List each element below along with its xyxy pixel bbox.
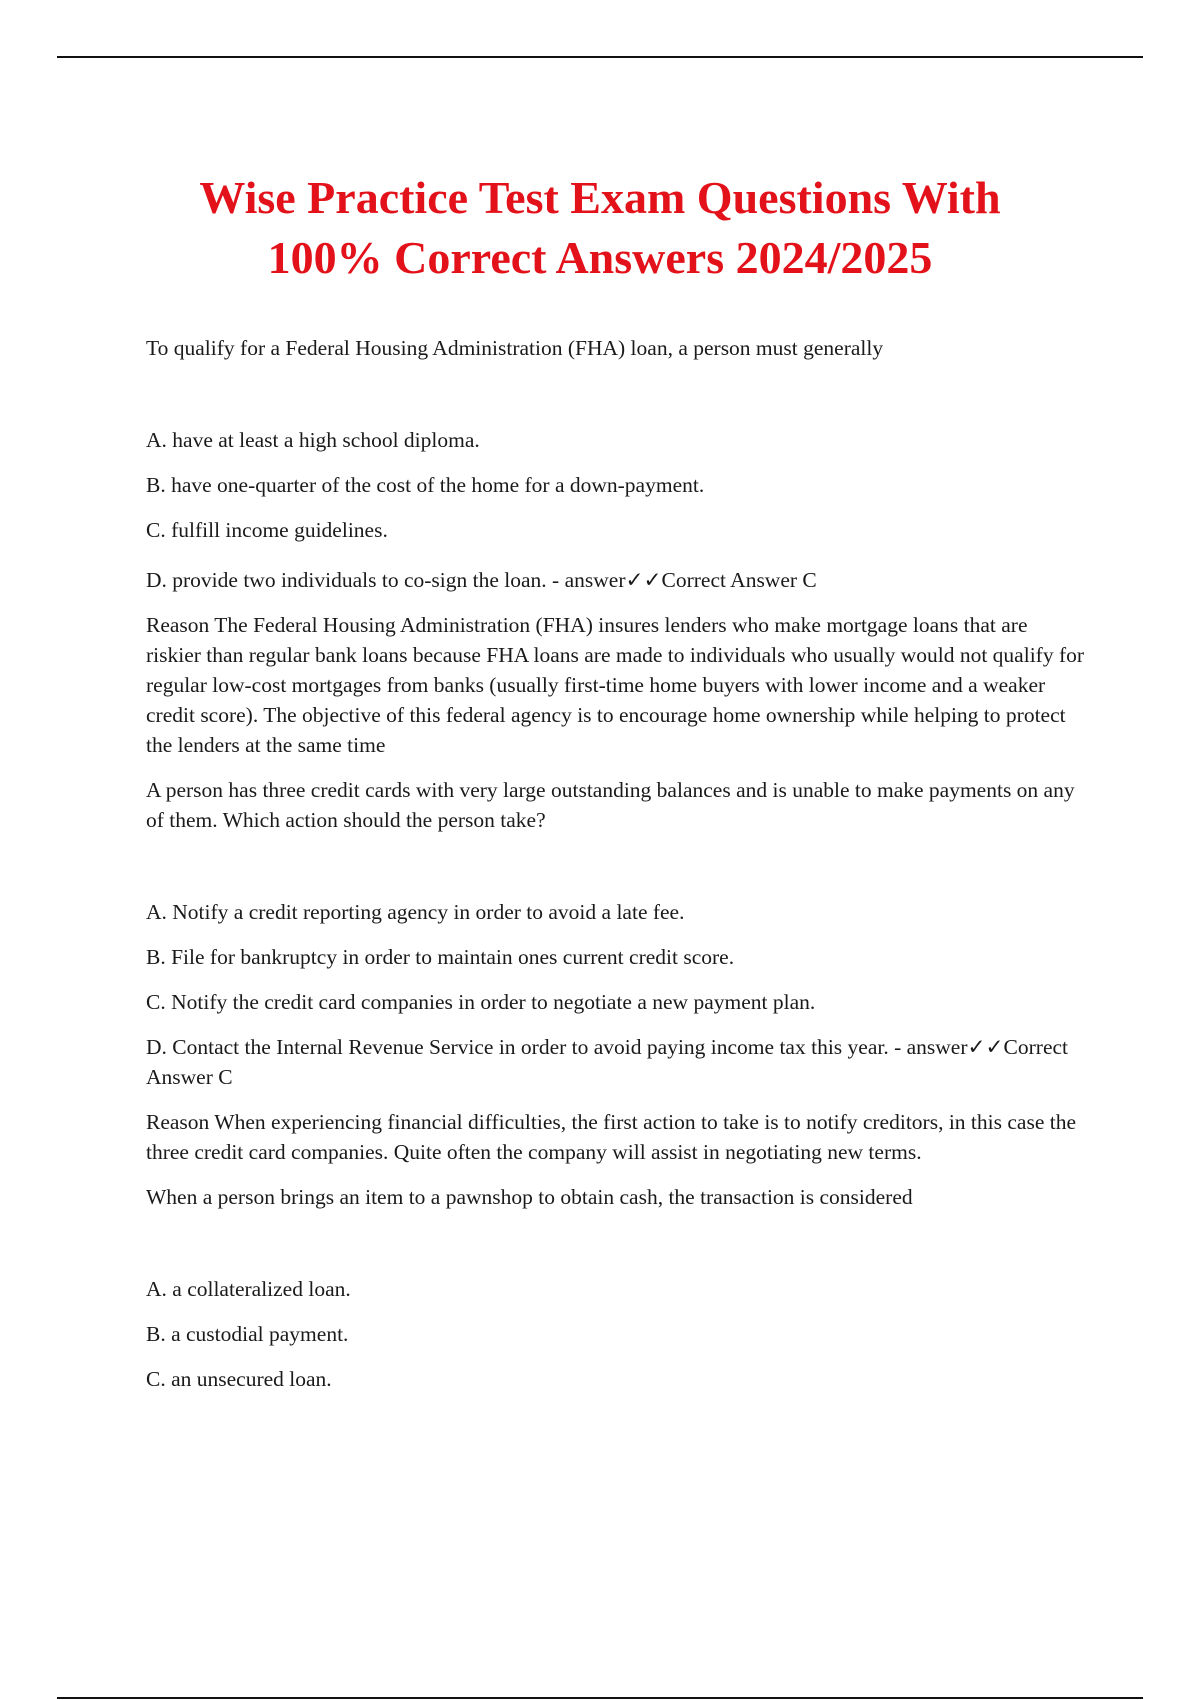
bottom-rule — [57, 1697, 1143, 1699]
question-1-reason: Reason The Federal Housing Administration (FHA) insures lenders who make mortgage loans that are riskier than regular bank loans because FHA loans are made to individuals who usually would not qualify for regular low-cost mortgages from banks (usually first-time home buyers with lower income and a weaker credit score). The objective of this federal agency is to encourage home ownership while helping to protect the lenders at the same time — [146, 613, 1085, 757]
question-3-option-a: A. a collateralized loan. — [146, 1277, 351, 1301]
question-3: When a person brings an item to a pawnshop to obtain cash, the transaction is considered — [146, 1185, 913, 1209]
document-body — [146, 333, 1086, 1409]
question-1-option-d-answer: D. provide two individuals to co-sign the loan. - answer✓✓Correct Answer C — [146, 568, 817, 592]
question-1: To qualify for a Federal Housing Administration (FHA) loan, a person must generally — [146, 336, 884, 360]
question-2-option-c: C. Notify the credit card companies in order to negotiate a new payment plan. — [146, 990, 816, 1014]
question-2-option-d-answer: D. Contact the Internal Revenue Service in order to avoid paying income tax this year. - answer✓✓Correct Answer C — [146, 1035, 1069, 1089]
top-rule — [57, 56, 1143, 58]
document-title — [100, 168, 1100, 288]
question-2-option-b: B. File for bankruptcy in order to maintain ones current credit score. — [146, 945, 735, 969]
title-line-1: Wise Practice Test Exam Questions With — [199, 172, 1001, 223]
question-1-option-c: C. fulfill income guidelines. — [146, 518, 388, 542]
question-1-option-b: B. have one-quarter of the cost of the home for a down-payment. — [146, 473, 705, 497]
question-1-option-a: A. have at least a high school diploma. — [146, 428, 480, 452]
question-3-option-c: C. an unsecured loan. — [146, 1367, 332, 1391]
question-2-option-a: A. Notify a credit reporting agency in order to avoid a late fee. — [146, 900, 685, 924]
question-2: A person has three credit cards with very large outstanding balances and is unable to make payments on any of them. Which action should the person take? — [146, 778, 1075, 832]
question-3-option-b: B. a custodial payment. — [146, 1322, 349, 1346]
question-2-reason: Reason When experiencing financial difficulties, the first action to take is to notify creditors, in this case the three credit card companies. Quite often the company will assist in negotiating new terms. — [146, 1110, 1077, 1164]
title-line-2: 100% Correct Answers 2024/2025 — [267, 232, 933, 283]
